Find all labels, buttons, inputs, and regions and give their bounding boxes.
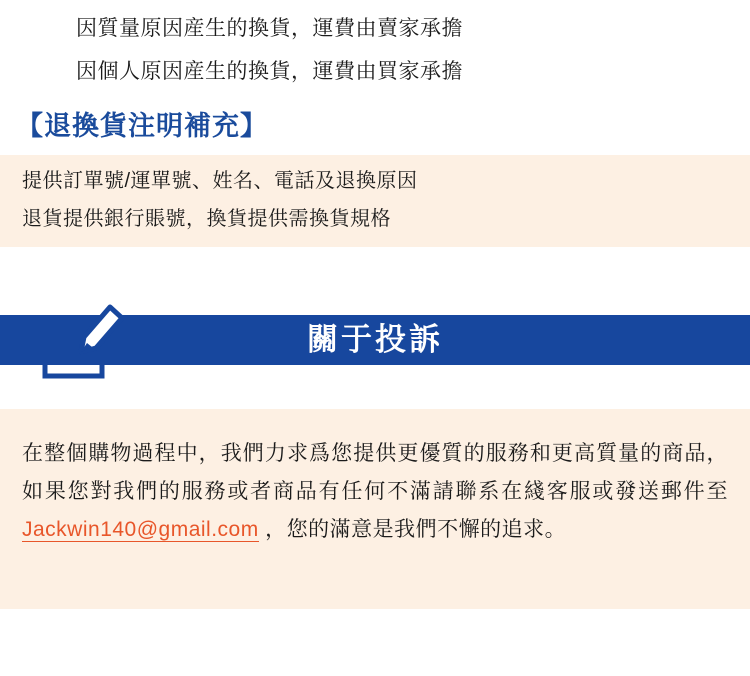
top-notes bbox=[0, 0, 750, 82]
complaint-banner bbox=[0, 299, 750, 381]
return-note-line: 提供訂單號/運單號、姓名、電話及退換原因 bbox=[22, 170, 418, 192]
return-note-block bbox=[0, 155, 750, 247]
complaint-text-before-email: 在整個購物過程中，我們力求爲您提供更優質的服務和更高質量的商品，如果您對我們的服務或者商品有任何不滿請聯系在綫客服或發送郵件至 bbox=[22, 442, 728, 503]
return-note-line: 退貨提供銀行賬號，換貨提供需換貨規格 bbox=[22, 208, 391, 230]
support-email-link[interactable]: Jackwin140@gmail.com bbox=[22, 518, 259, 541]
complaint-text-block bbox=[0, 409, 750, 609]
top-note-line: 因個人原因産生的換貨，運費由買家承擔 bbox=[76, 60, 463, 83]
complaint-paragraph bbox=[0, 435, 750, 549]
return-note-heading: 【退換貨注明補充】 bbox=[16, 111, 268, 141]
banner-title: 關于投訴 bbox=[307, 322, 443, 357]
pencil-edit-icon bbox=[40, 299, 124, 381]
top-note-line: 因質量原因産生的換貨，運費由賣家承擔 bbox=[76, 17, 463, 40]
complaint-text-after-email: ，您的滿意是我們不懈的追求。 bbox=[258, 518, 567, 541]
